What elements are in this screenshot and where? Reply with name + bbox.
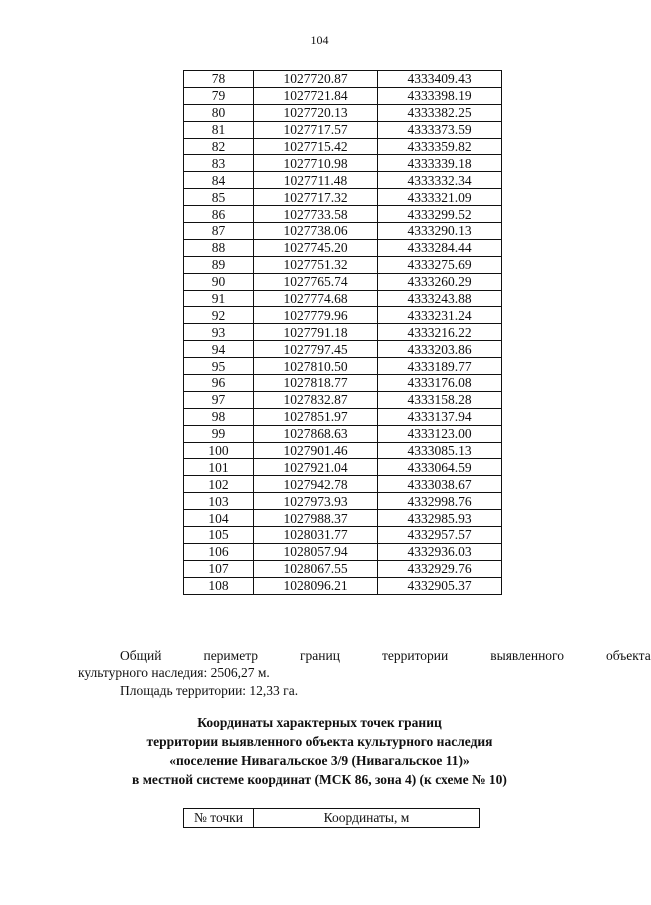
x-coordinate-cell: 1027868.63 bbox=[254, 425, 378, 442]
perimeter-word: выявленного bbox=[490, 648, 564, 663]
y-coordinate-cell: 4333038.67 bbox=[378, 476, 502, 493]
x-coordinate-cell: 1027721.84 bbox=[254, 87, 378, 104]
table-row bbox=[184, 290, 502, 307]
perimeter-text-line bbox=[78, 647, 651, 664]
point-number-cell: 92 bbox=[184, 307, 254, 324]
heading-line-2: территории выявленного объекта культурного наследия bbox=[146, 734, 493, 749]
point-number-cell: 90 bbox=[184, 273, 254, 290]
x-coordinate-cell: 1028057.94 bbox=[254, 543, 378, 560]
y-coordinate-cell: 4333203.86 bbox=[378, 341, 502, 358]
x-coordinate-cell: 1027779.96 bbox=[254, 307, 378, 324]
area-text: Площадь территории: 12,33 га. bbox=[120, 683, 299, 698]
y-coordinate-cell: 4333359.82 bbox=[378, 138, 502, 155]
table-row bbox=[184, 239, 502, 256]
coordinates-table bbox=[183, 70, 502, 595]
y-coordinate-cell: 4333189.77 bbox=[378, 358, 502, 375]
x-coordinate-cell: 1027774.68 bbox=[254, 290, 378, 307]
point-number-cell: 95 bbox=[184, 358, 254, 375]
x-coordinate-cell: 1028067.55 bbox=[254, 560, 378, 577]
point-number-cell: 103 bbox=[184, 493, 254, 510]
point-number-cell: 97 bbox=[184, 391, 254, 408]
y-coordinate-cell: 4332957.57 bbox=[378, 527, 502, 544]
y-coordinate-cell: 4332929.76 bbox=[378, 560, 502, 577]
point-number-cell: 89 bbox=[184, 256, 254, 273]
point-number-cell: 94 bbox=[184, 341, 254, 358]
x-coordinate-cell: 1027973.93 bbox=[254, 493, 378, 510]
x-coordinate-cell: 1027818.77 bbox=[254, 375, 378, 392]
perimeter-word: границ bbox=[300, 648, 340, 663]
point-number-cell: 99 bbox=[184, 425, 254, 442]
point-number-cell: 98 bbox=[184, 408, 254, 425]
section-heading bbox=[0, 713, 639, 789]
table-row bbox=[184, 121, 502, 138]
y-coordinate-cell: 4332998.76 bbox=[378, 493, 502, 510]
table-row bbox=[184, 71, 502, 88]
point-number-cell: 100 bbox=[184, 442, 254, 459]
perimeter-word: объекта bbox=[606, 648, 651, 663]
heading-line-1: Координаты характерных точек границ bbox=[197, 715, 442, 730]
point-number-cell: 96 bbox=[184, 375, 254, 392]
table-row bbox=[184, 476, 502, 493]
table-row bbox=[184, 341, 502, 358]
point-number-cell: 86 bbox=[184, 206, 254, 223]
x-coordinate-cell: 1027942.78 bbox=[254, 476, 378, 493]
y-coordinate-cell: 4333332.34 bbox=[378, 172, 502, 189]
point-number-cell: 81 bbox=[184, 121, 254, 138]
x-coordinate-cell: 1027720.13 bbox=[254, 104, 378, 121]
perimeter-word: периметр bbox=[203, 648, 259, 663]
point-number-cell: 88 bbox=[184, 239, 254, 256]
y-coordinate-cell: 4333064.59 bbox=[378, 459, 502, 476]
table-row bbox=[184, 493, 502, 510]
heading-line-3: «поселение Нивагальское 3/9 (Нивагальское 11)» bbox=[169, 753, 470, 768]
point-number-cell: 101 bbox=[184, 459, 254, 476]
x-coordinate-cell: 1027810.50 bbox=[254, 358, 378, 375]
coordinates-table-body bbox=[184, 71, 502, 595]
point-number-cell: 93 bbox=[184, 324, 254, 341]
x-coordinate-cell: 1027710.98 bbox=[254, 155, 378, 172]
y-coordinate-cell: 4333284.44 bbox=[378, 239, 502, 256]
y-coordinate-cell: 4333382.25 bbox=[378, 104, 502, 121]
table-row bbox=[184, 172, 502, 189]
table-row bbox=[184, 273, 502, 290]
y-coordinate-cell: 4333290.13 bbox=[378, 223, 502, 240]
table-header-row bbox=[184, 809, 480, 828]
y-coordinate-cell: 4333398.19 bbox=[378, 87, 502, 104]
table-row bbox=[184, 391, 502, 408]
x-coordinate-cell: 1027921.04 bbox=[254, 459, 378, 476]
table-row bbox=[184, 442, 502, 459]
x-coordinate-cell: 1027791.18 bbox=[254, 324, 378, 341]
point-number-cell: 78 bbox=[184, 71, 254, 88]
y-coordinate-cell: 4332905.37 bbox=[378, 577, 502, 594]
table-row bbox=[184, 87, 502, 104]
y-coordinate-cell: 4333085.13 bbox=[378, 442, 502, 459]
point-number-cell: 106 bbox=[184, 543, 254, 560]
x-coordinate-cell: 1027765.74 bbox=[254, 273, 378, 290]
x-coordinate-cell: 1027988.37 bbox=[254, 510, 378, 527]
point-number-cell: 83 bbox=[184, 155, 254, 172]
y-coordinate-cell: 4333231.24 bbox=[378, 307, 502, 324]
point-number-cell: 107 bbox=[184, 560, 254, 577]
point-number-cell: 108 bbox=[184, 577, 254, 594]
perimeter-word: территории bbox=[381, 648, 449, 663]
y-coordinate-cell: 4333216.22 bbox=[378, 324, 502, 341]
table-row bbox=[184, 510, 502, 527]
next-table-header bbox=[183, 808, 480, 828]
x-coordinate-cell: 1027738.06 bbox=[254, 223, 378, 240]
table-row bbox=[184, 577, 502, 594]
y-coordinate-cell: 4333123.00 bbox=[378, 425, 502, 442]
header-point-number: № точки bbox=[184, 809, 254, 828]
table-row bbox=[184, 543, 502, 560]
table-row bbox=[184, 104, 502, 121]
table-row bbox=[184, 155, 502, 172]
y-coordinate-cell: 4333321.09 bbox=[378, 189, 502, 206]
table-row bbox=[184, 408, 502, 425]
y-coordinate-cell: 4333176.08 bbox=[378, 375, 502, 392]
y-coordinate-cell: 4333373.59 bbox=[378, 121, 502, 138]
x-coordinate-cell: 1027717.57 bbox=[254, 121, 378, 138]
point-number-cell: 104 bbox=[184, 510, 254, 527]
point-number-cell: 80 bbox=[184, 104, 254, 121]
point-number-cell: 105 bbox=[184, 527, 254, 544]
y-coordinate-cell: 4333409.43 bbox=[378, 71, 502, 88]
header-coordinates: Координаты, м bbox=[254, 809, 480, 828]
perimeter-word: Общий bbox=[120, 648, 162, 663]
table-row bbox=[184, 459, 502, 476]
x-coordinate-cell: 1028031.77 bbox=[254, 527, 378, 544]
point-number-cell: 85 bbox=[184, 189, 254, 206]
heading-line-4: в местной системе координат (МСК 86, зона 4) (к схеме № 10) bbox=[132, 772, 507, 787]
x-coordinate-cell: 1028096.21 bbox=[254, 577, 378, 594]
y-coordinate-cell: 4333243.88 bbox=[378, 290, 502, 307]
x-coordinate-cell: 1027851.97 bbox=[254, 408, 378, 425]
table-row bbox=[184, 138, 502, 155]
y-coordinate-cell: 4333260.29 bbox=[378, 273, 502, 290]
y-coordinate-cell: 4332985.93 bbox=[378, 510, 502, 527]
point-number-cell: 91 bbox=[184, 290, 254, 307]
x-coordinate-cell: 1027832.87 bbox=[254, 391, 378, 408]
perimeter-value: культурного наследия: 2506,27 м. bbox=[78, 665, 270, 680]
point-number-cell: 79 bbox=[184, 87, 254, 104]
table-row bbox=[184, 206, 502, 223]
table-row bbox=[184, 375, 502, 392]
point-number-cell: 84 bbox=[184, 172, 254, 189]
point-number-cell: 87 bbox=[184, 223, 254, 240]
table-row bbox=[184, 425, 502, 442]
table-row bbox=[184, 358, 502, 375]
point-number-cell: 82 bbox=[184, 138, 254, 155]
x-coordinate-cell: 1027751.32 bbox=[254, 256, 378, 273]
x-coordinate-cell: 1027733.58 bbox=[254, 206, 378, 223]
y-coordinate-cell: 4333137.94 bbox=[378, 408, 502, 425]
x-coordinate-cell: 1027711.48 bbox=[254, 172, 378, 189]
table-row bbox=[184, 324, 502, 341]
table-row bbox=[184, 560, 502, 577]
page-number: 104 bbox=[310, 33, 329, 47]
y-coordinate-cell: 4333275.69 bbox=[378, 256, 502, 273]
x-coordinate-cell: 1027717.32 bbox=[254, 189, 378, 206]
table-row bbox=[184, 189, 502, 206]
table-row bbox=[184, 527, 502, 544]
y-coordinate-cell: 4332936.03 bbox=[378, 543, 502, 560]
y-coordinate-cell: 4333339.18 bbox=[378, 155, 502, 172]
x-coordinate-cell: 1027715.42 bbox=[254, 138, 378, 155]
y-coordinate-cell: 4333299.52 bbox=[378, 206, 502, 223]
y-coordinate-cell: 4333158.28 bbox=[378, 391, 502, 408]
table-row bbox=[184, 307, 502, 324]
x-coordinate-cell: 1027745.20 bbox=[254, 239, 378, 256]
x-coordinate-cell: 1027720.87 bbox=[254, 71, 378, 88]
x-coordinate-cell: 1027901.46 bbox=[254, 442, 378, 459]
point-number-cell: 102 bbox=[184, 476, 254, 493]
x-coordinate-cell: 1027797.45 bbox=[254, 341, 378, 358]
table-row bbox=[184, 223, 502, 240]
table-row bbox=[184, 256, 502, 273]
